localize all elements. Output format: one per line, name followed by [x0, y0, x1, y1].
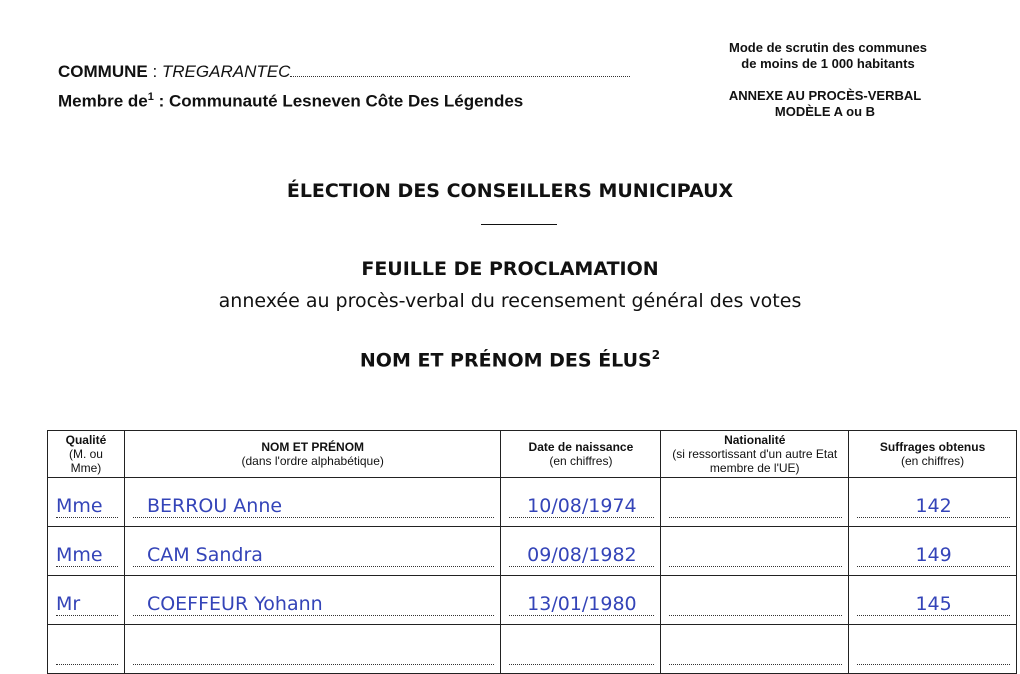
elected-footnote-ref: 2 — [651, 348, 661, 362]
nationalite-cell — [661, 625, 849, 674]
nationalite-cell — [661, 576, 849, 625]
qualite-cell: Mme — [48, 478, 125, 527]
suffrages-cell — [849, 625, 1017, 674]
title-separator — [481, 224, 557, 225]
suffrages-cell: 149 — [849, 527, 1017, 576]
date-cell: 13/01/1980 — [501, 576, 661, 625]
table-row — [48, 625, 1017, 674]
nom-cell — [124, 625, 501, 674]
member-label: Membre de — [58, 91, 148, 111]
mode-de-scrutin-note — [698, 40, 958, 72]
date-cell — [501, 625, 661, 674]
qualite-cell: Mme — [48, 527, 125, 576]
annex-note — [695, 88, 955, 120]
qualite-cell: Mr — [48, 576, 125, 625]
nom-cell: CAM Sandra — [124, 527, 501, 576]
table-row — [48, 478, 1017, 527]
elected-table — [47, 430, 1017, 674]
qualite-cell — [48, 625, 125, 674]
nationalite-cell — [661, 478, 849, 527]
member-footnote-ref: 1 — [147, 91, 154, 103]
suffrages-cell: 142 — [849, 478, 1017, 527]
member-line — [58, 91, 523, 112]
suffrages-cell: 145 — [849, 576, 1017, 625]
elected-title — [0, 348, 1020, 371]
commune-label: COMMUNE — [58, 62, 148, 81]
member-value: : Communauté Lesneven Côte Des Légendes — [153, 91, 524, 111]
date-cell: 10/08/1974 — [501, 478, 661, 527]
sheet-title: FEUILLE DE PROCLAMATION — [361, 258, 659, 280]
commune-line — [58, 62, 630, 82]
commune-dotted-line — [290, 76, 630, 77]
table-row — [48, 527, 1017, 576]
nom-cell: COEFFEUR Yohann — [124, 576, 501, 625]
col-suffrages-header: Suffrages obtenus (en chiffres) — [849, 431, 1017, 478]
sheet-subtitle: annexée au procès-verbal du recensement général des votes — [218, 290, 802, 312]
nationalite-cell — [661, 527, 849, 576]
col-date-header: Date de naissance (en chiffres) — [501, 431, 661, 478]
annex-line-1: ANNEXE AU PROCÈS-VERBAL — [728, 88, 922, 103]
col-qualite-header: Qualité (M. ou Mme) — [48, 431, 125, 478]
annex-line-2: MODÈLE A ou B — [774, 104, 876, 119]
elected-title-text: NOM ET PRÉNOM DES ÉLUS — [359, 349, 652, 372]
mode-line-1: Mode de scrutin des communes — [729, 40, 927, 55]
table-row — [48, 576, 1017, 625]
nom-cell: BERROU Anne — [124, 478, 501, 527]
col-nom-header: NOM ET PRÉNOM (dans l'ordre alphabétique) — [124, 431, 501, 478]
date-cell: 09/08/1982 — [501, 527, 661, 576]
mode-line-2: de moins de 1 000 habitants — [741, 56, 915, 71]
main-title: ÉLECTION DES CONSEILLERS MUNICIPAUX — [286, 180, 734, 202]
table-header-row — [48, 431, 1017, 478]
commune-separator: : — [147, 62, 162, 81]
commune-value: TREGARANTEC — [161, 62, 291, 81]
col-nationalite-header: Nationalité (si ressortissant d'un autre Etat membre de l'UE) — [661, 431, 849, 478]
